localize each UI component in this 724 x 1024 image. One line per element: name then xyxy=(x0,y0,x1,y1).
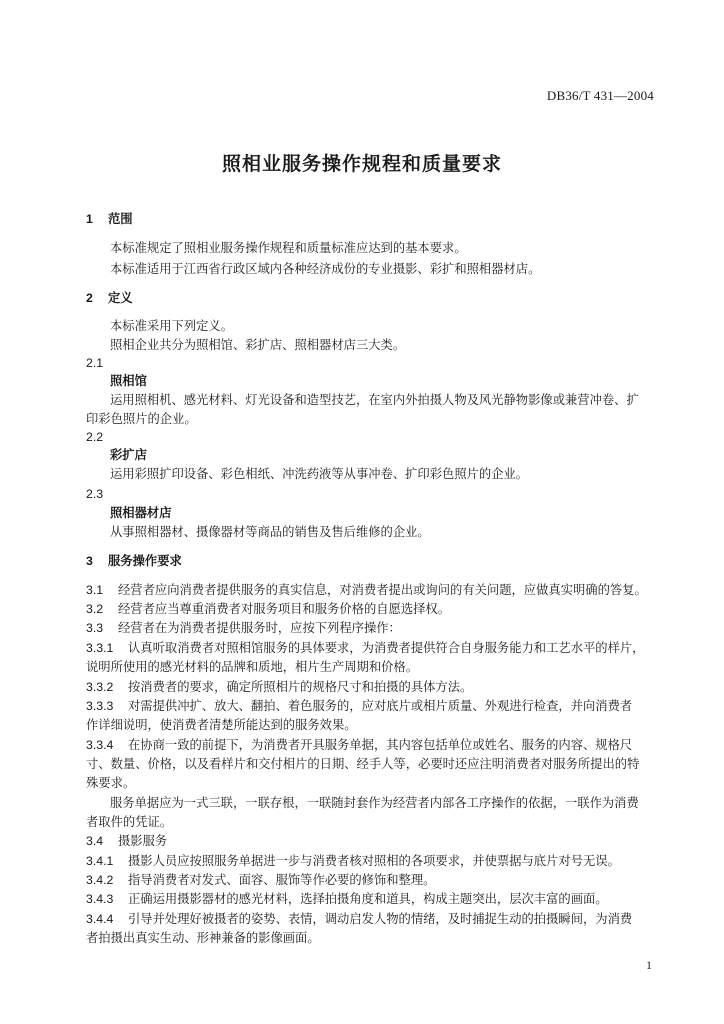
paragraph-line: 服务单据应为一式三联，一联存根，一联随封套作为经营者内部各工序操作的依据，一联作为消费 xyxy=(110,796,639,810)
paragraph-line: 从事照相器材、摄像器材等商品的销售及售后维修的企业。 xyxy=(110,525,430,539)
clause-3-3-1: 3.3.1 认真听取消费者对照相馆服务的具体要求，为消费者提供符合自身服务能力和工艺水平的样片， xyxy=(86,641,645,655)
clause-3-4-2: 3.4.2 指导消费者对发式、面容、服饰等作必要的修饰和整理。 xyxy=(86,873,436,887)
paragraph-line: 作详细说明，使消费者清楚所能达到的服务效果。 xyxy=(86,718,357,732)
clause-3-4: 3.4 摄影服务 xyxy=(86,834,168,848)
paragraph-line: 照相企业共分为照相馆、彩扩店、照相器材店三大类。 xyxy=(110,338,406,352)
paragraph-line: 本标准适用于江西省行政区域内各种经济成份的专业摄影、彩扩和照相器材店。 xyxy=(110,262,541,276)
document-code: DB36/T 431—2004 xyxy=(546,88,654,103)
clause-3-3-4: 3.3.4 在协商一致的前提下，为消费者开具服务单据，其内容包括单位或姓名、服务的内容、规格尺 xyxy=(86,738,633,752)
section-heading-2: 2 定义 xyxy=(86,291,133,305)
paragraph-line: 本标准规定了照相业服务操作规程和质量标准应达到的基本要求。 xyxy=(110,241,467,255)
section-heading-1: 1 范围 xyxy=(86,212,133,226)
clause-3-4-3: 3.4.3 正确运用摄影器材的感光材料，选择拍摄角度和道具，构成主题突出，层次丰富的画面。 xyxy=(86,892,608,906)
section-heading-3: 3 服务操作要求 xyxy=(86,554,182,568)
clause-3-2: 3.2 经营者应当尊重消费者对服务项目和服务价格的自愿选择权。 xyxy=(86,602,451,616)
clause-number-2-1: 2.1 xyxy=(86,356,104,370)
clause-number-2-3: 2.3 xyxy=(86,487,104,501)
paragraph-line: 殊要求。 xyxy=(86,776,136,790)
paragraph-line: 者取件的凭证。 xyxy=(86,815,173,829)
clause-3-1: 3.1 经营者应向消费者提供服务的真实信息，对消费者提出或询问的有关问题，应做真实明确的答复。 xyxy=(86,583,647,597)
clause-3-3: 3.3 经营者在为消费者提供服务时，应按下列程序操作： xyxy=(86,621,401,635)
page-number: 1 xyxy=(646,958,652,972)
paragraph-line: 者拍摄出真实生动、形神兼备的影像画面。 xyxy=(86,931,320,945)
document-title: 照相业服务操作规程和质量要求 xyxy=(221,153,502,175)
clause-number-2-2: 2.2 xyxy=(86,430,104,444)
clause-3-4-1: 3.4.1 摄影人员应按照服务单据进一步与消费者核对照相的各项要求，并使票据与底片对号无误。 xyxy=(86,854,620,868)
term-heading: 彩扩店 xyxy=(110,448,147,462)
clause-3-3-3: 3.3.3 对需提供冲扩、放大、翻拍、着色服务的，应对底片或相片质量、外观进行检查，并向消费者 xyxy=(86,699,633,713)
paragraph-line: 印彩色照片的企业。 xyxy=(86,412,197,426)
paragraph-line: 寸、数量、价格，以及看样片和交付相片的日期、经手人等，必要时还应注明消费者对服务所提出的特 xyxy=(86,757,640,771)
paragraph-line: 本标准采用下列定义。 xyxy=(110,319,233,333)
term-heading: 照相器材店 xyxy=(110,506,172,520)
clause-3-3-2: 3.3.2 按消费者的要求，确定所照相片的规格尺寸和拍摄的具体方法。 xyxy=(86,680,473,694)
paragraph-line: 运用照相机、感光材料、灯光设备和造型技艺，在室内外拍摄人物及风光静物影像或兼营冲卷、扩 xyxy=(110,393,639,407)
paragraph-line: 说明所使用的感光材料的品牌和质地，相片生产周期和价格。 xyxy=(86,660,419,674)
term-heading: 照相馆 xyxy=(110,374,147,388)
paragraph-line: 运用彩照扩印设备、彩色相纸、冲洗药液等从事冲卷、扩印彩色照片的企业。 xyxy=(110,467,529,481)
clause-3-4-4: 3.4.4 引导并处理好被摄者的姿势、表情，调动启发人物的情绪，及时捕捉生动的拍摄瞬间，为消费 xyxy=(86,912,633,926)
